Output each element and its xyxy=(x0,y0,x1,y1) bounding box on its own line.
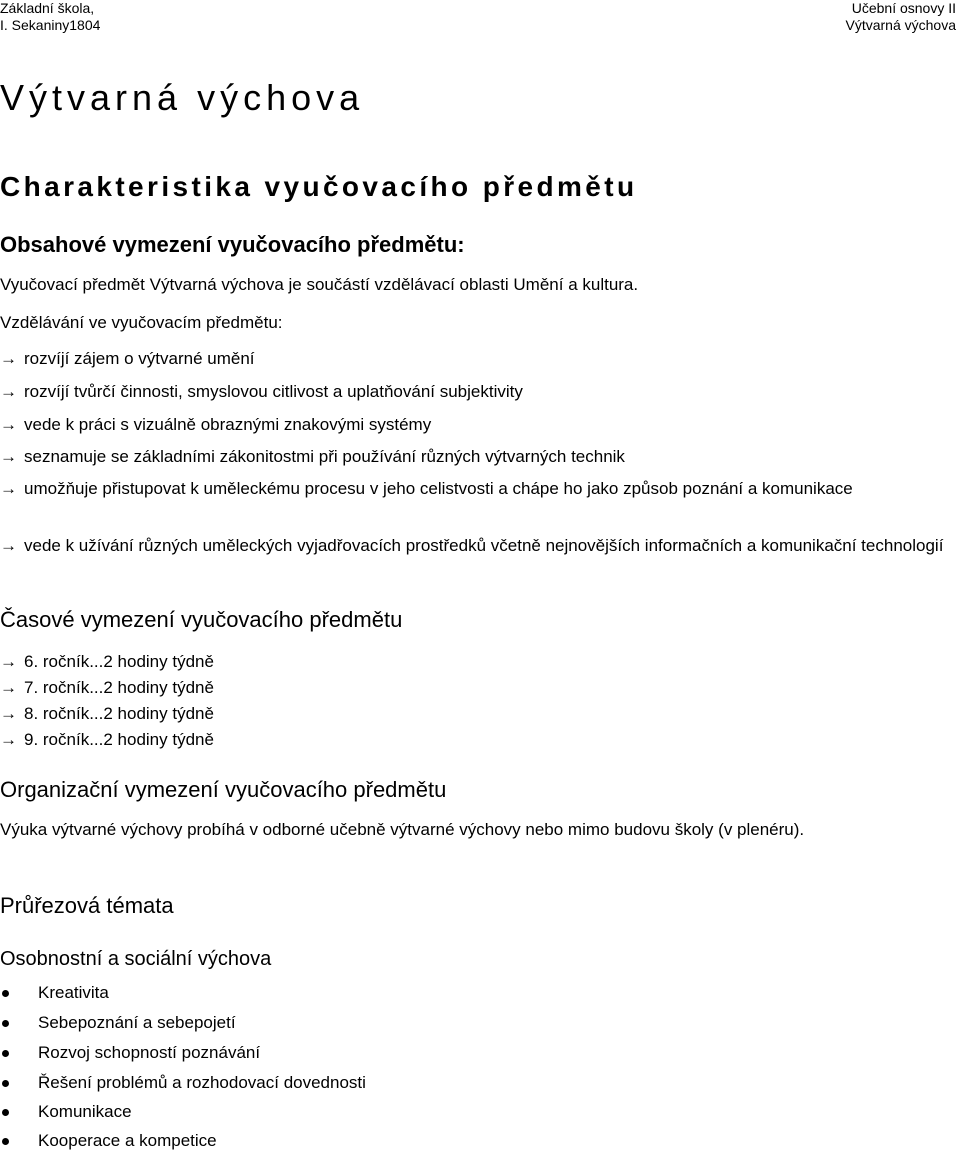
time-item xyxy=(0,650,950,674)
time-item-text: 6. ročník...2 hodiny týdně xyxy=(24,652,214,671)
list-item-text: Rozvoj schopností poznávání xyxy=(38,1043,261,1062)
content-item xyxy=(0,413,950,437)
arrow-icon: → xyxy=(0,349,17,368)
content-item xyxy=(0,380,950,404)
content-item xyxy=(0,347,950,371)
time-item-text: 9. ročník...2 hodiny týdně xyxy=(24,730,214,749)
org-section-text: Výuka výtvarné výchovy probíhá v odborné učebně výtvarné výchovy nebo mimo budovu školy (v plenéru). xyxy=(0,820,805,839)
time-item-text: 8. ročník...2 hodiny týdně xyxy=(24,704,214,723)
org-section-heading: Organizační vymezení vyučovacího předmětu xyxy=(0,777,447,802)
content-item-text: vede k práci s vizuálně obraznými znakovými systémy xyxy=(24,415,432,434)
list-item-text: Kreativita xyxy=(38,983,109,1002)
time-item xyxy=(0,702,950,726)
school-name: Základní škola, xyxy=(0,0,95,16)
content-item xyxy=(0,534,950,558)
cross-section-subheading: Osobnostní a sociální výchova xyxy=(0,948,272,970)
page-title: Výtvarná výchova xyxy=(0,77,365,118)
list-item-text: Kooperace a kompetice xyxy=(38,1131,217,1150)
time-item-text: 7. ročník...2 hodiny týdně xyxy=(24,678,214,697)
page-header-left xyxy=(0,0,100,34)
content-section-heading: Obsahové vymezení vyučovacího předmětu: xyxy=(0,232,465,257)
content-item xyxy=(0,477,950,501)
time-item xyxy=(0,728,950,752)
content-item-text: umožňuje přistupovat k uměleckému procesu v jeho celistvosti a chápe ho jako způsob poznání a komunikace xyxy=(24,479,853,498)
list-item-text: Řešení problémů a rozhodovací dovednosti xyxy=(38,1073,366,1092)
bullet-icon xyxy=(2,990,9,997)
content-item-text: rozvíjí zájem o výtvarné umění xyxy=(24,349,255,368)
list-item-text: Sebepoznání a sebepojetí xyxy=(38,1013,236,1032)
school-address: I. Sekaniny1804 xyxy=(0,17,101,33)
arrow-icon: → xyxy=(0,652,17,671)
subject-label: Výtvarná výchova xyxy=(845,17,956,33)
arrow-icon: → xyxy=(0,730,17,749)
arrow-icon: → xyxy=(0,415,17,434)
bullet-icon xyxy=(2,1020,9,1027)
arrow-icon: → xyxy=(0,678,17,697)
cross-section-heading: Průřezová témata xyxy=(0,893,174,918)
arrow-icon: → xyxy=(0,447,17,466)
arrow-icon: → xyxy=(0,479,17,498)
arrow-icon: → xyxy=(0,536,17,555)
arrow-icon: → xyxy=(0,382,17,401)
content-item-text: vede k užívání různých uměleckých vyjadřovacích prostředků včetně nejnovějších informačních a komunikační technologií xyxy=(24,536,944,555)
content-intro: Vyučovací předmět Výtvarná výchova je součástí vzdělávací oblasti Umění a kultura. xyxy=(0,275,639,294)
curriculum-label: Učební osnovy II xyxy=(851,0,956,16)
page-subtitle: Charakteristika vyučovacího předmětu xyxy=(0,171,638,202)
time-item xyxy=(0,676,950,700)
bullet-icon xyxy=(2,1109,9,1116)
content-item-text: rozvíjí tvůrčí činnosti, smyslovou citlivost a uplatňování subjektivity xyxy=(24,382,523,401)
bullet-icon xyxy=(2,1050,9,1057)
content-lead: Vzdělávání ve vyučovacím předmětu: xyxy=(0,313,283,332)
bullet-icon xyxy=(2,1080,9,1087)
list-item-text: Komunikace xyxy=(38,1102,132,1121)
content-item-text: seznamuje se základními zákonitostmi při používání různých výtvarných technik xyxy=(24,447,625,466)
page-header-right xyxy=(846,0,957,34)
content-item xyxy=(0,445,950,469)
bullet-icon xyxy=(2,1138,9,1145)
arrow-icon: → xyxy=(0,704,17,723)
time-section-heading: Časové vymezení vyučovacího předmětu xyxy=(0,607,403,632)
